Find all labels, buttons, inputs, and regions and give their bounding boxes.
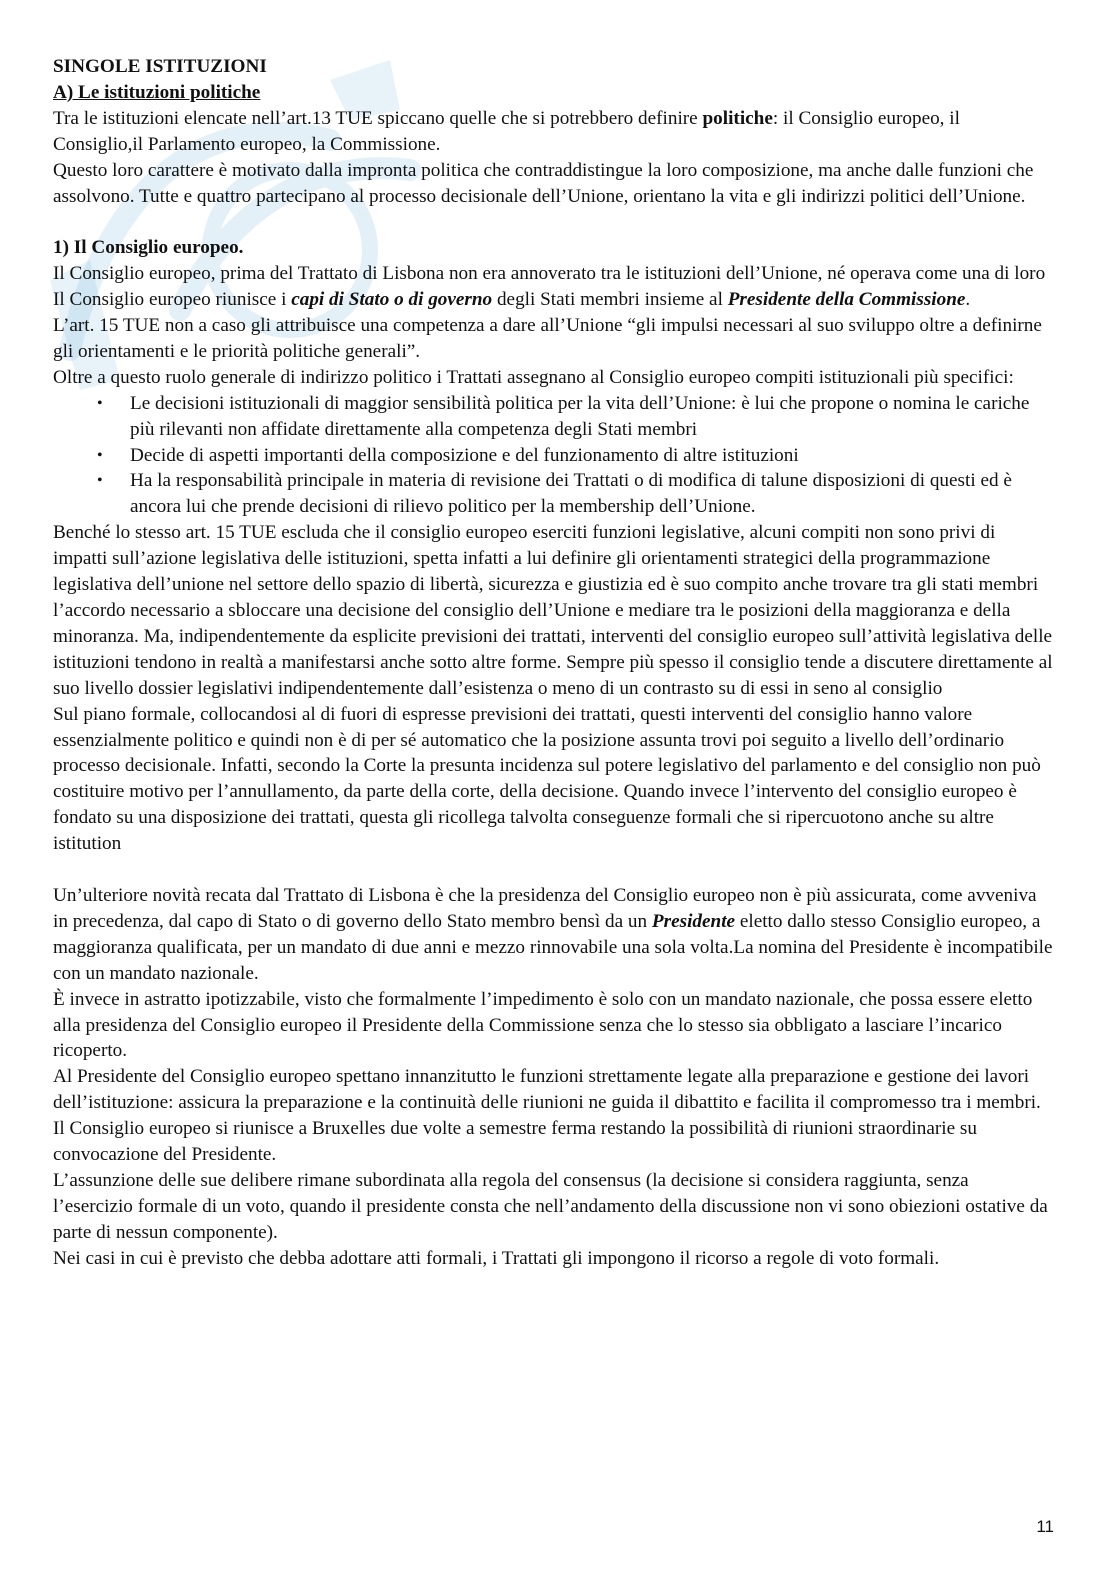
text-run: Tra le istituzioni elencate nell’art.13 TUE spiccano quelle che si potrebbero definire	[53, 107, 703, 129]
paragraph: L’assunzione delle sue delibere rimane subordinata alla regola del consensus (la decisione si considera raggiunta, senza l’esercizio formale di un voto, quando il presidente consta che nell’andamento della discussione non vi sono obiezioni ostative da parte di nessun componente).	[53, 1169, 1048, 1243]
bullet-item: • Decide di aspetti importanti della composizione e del funzionamento di altre istituzioni	[130, 443, 1053, 469]
intro-paragraph-2: Questo loro carattere è motivato dalla impronta politica che contraddistingue la loro composizione, ma anche dalle funzioni che assolvono. Tutte e quattro partecipano al processo decisionale dell’Unione, orientano la vita e gli indirizzi politici dell’Unione.	[53, 159, 1034, 207]
paragraph: Il Consiglio europeo, prima del Trattato di Lisbona non era annoverato tra le istituzioni dell’Unione, né operava come una di loro	[53, 263, 1046, 285]
text-run: Il Consiglio europeo riunisce i	[53, 289, 292, 311]
bullet-item: • Ha la responsabilità principale in materia di revisione dei Trattati o di modifica di talune disposizioni di questi ed è ancora lui che prende decisioni di rilievo politico per la membership dell’Unione.	[130, 468, 1053, 520]
paragraph	[53, 883, 1053, 987]
intro-paragraph	[53, 106, 1053, 158]
document-heading: SINGOLE ISTITUZIONI	[53, 56, 267, 77]
emphasis-text: capi di Stato o di governo	[291, 289, 493, 311]
paragraph: Al Presidente del Consiglio europeo spettano innanzitutto le funzioni strettamente legate alla preparazione e gestione dei lavori dell’istituzione: assicura la preparazione e la continuità delle riunioni ne guida il dibattito e facilita il compromesso tra i membri.	[53, 1066, 1041, 1114]
paragraph: L’art. 15 TUE non a caso gli attribuisce una competenza a dare all’Unione “gli impulsi necessari al suo sviluppo oltre a definirne gli orientamenti e le priorità politiche generali”.	[53, 315, 1042, 362]
paragraph: Oltre a questo ruolo generale di indirizzo politico i Trattati assegnano al Consiglio europeo compiti istituzionali più specifici:	[53, 366, 1014, 388]
text-run: degli Stati membri insieme al	[492, 289, 728, 311]
paragraph: Il Consiglio europeo si riunisce a Bruxelles due volte a semestre ferma restando la possibilità di riunioni straordinarie su convocazione del Presidente.	[53, 1118, 977, 1166]
bullet-list	[53, 391, 1053, 521]
bullet-item: • Le decisioni istituzionali di maggior sensibilità politica per la vita dell’Unione: è lui che propone o nomina le cariche più rilevanti non affidate direttamente alla competenza degli Stati membri	[130, 391, 1053, 443]
emphasis-text: Presidente	[651, 910, 736, 932]
paragraph: Nei casi in cui è previsto che debba adottare atti formali, i Trattati gli impongono il ricorso a regole di voto formali.	[53, 1247, 940, 1269]
paragraph	[53, 287, 1053, 313]
spacer	[53, 857, 1053, 883]
section-1-title: 1) Il Consiglio europeo.	[53, 237, 244, 259]
section-a-title: A) Le istituzioni politiche	[53, 81, 261, 103]
text-run: eletto dallo stesso Consiglio europeo, a maggioranza qualificata, per un mandato di due anni e mezzo rinnovabile una sola volta.La nomina del Presidente è incompatibile con un mandato nazionale.	[53, 910, 1053, 984]
paragraph: È invece in astratto ipotizzabile, visto che formalmente l’impedimento è solo con un mandato nazionale, che possa essere eletto alla presidenza del Consiglio europeo il Presidente della Commissione senza che lo stesso sia obbligato a lasciare l’incarico ricoperto.	[53, 988, 1033, 1062]
document-page	[53, 54, 1053, 1272]
text-run: Un’ulteriore novità recata dal Trattato di Lisbona è che la presidenza del Consiglio europeo non è più assicurata, come avveniva in precedenza, dal capo di Stato o di governo dello Stato membro bensì da un	[53, 884, 1037, 932]
text-run: .	[965, 289, 971, 311]
emphasis-text: politiche	[702, 107, 773, 129]
page-number: 11	[1036, 1517, 1054, 1536]
spacer	[53, 209, 1053, 235]
paragraph: Benché lo stesso art. 15 TUE escluda che il consiglio europeo eserciti funzioni legislative, alcuni compiti non sono privi di impatti sull’azione legislativa delle istituzioni, spetta infatti a lui definire gli orientamenti strategici della programmazione legislativa dell’unione nel settore dello spazio di libertà, sicurezza e giustizia ed è suo compito anche trovare tra gli stati membri l’accordo necessario a sbloccare una decisione del consiglio dell’Unione e mediare tra le posizioni della maggioranza e della minoranza. Ma, indipendentemente da esplicite previsioni dei trattati, interventi del consiglio europeo sull’attività legislativa delle istituzioni tendono in realtà a manifestarsi anche sotto altre forme. Sempre più spesso il consiglio tende a discutere direttamente al suo livello dossier legislativi indipendentemente dall’esistenza o meno di un contrasto su di essi in seno al consiglio	[53, 522, 1053, 699]
paragraph: Sul piano formale, collocandosi al di fuori di espresse previsioni dei trattati, questi interventi del consiglio hanno valore essenzialmente politico e quindi non è di per sé automatico che la posizione assunta trovi poi seguito a livello dell’ordinario processo decisionale. Infatti, secondo la Corte la presunta incidenza sul potere legislativo del parlamento e del consiglio non può costituire motivo per l’annullamento, da parte della corte, della decisione. Quando invece l’intervento del consiglio europeo è fondato su una disposizione dei trattati, questa gli ricollega talvolta conseguenze formali che si ripercuotono anche su altre istitution	[53, 703, 1041, 855]
emphasis-text: Presidente della Commissione	[727, 289, 966, 311]
text-run: : il Consiglio europeo, il Consiglio,il Parlamento europeo, la Commissione.	[53, 107, 960, 155]
